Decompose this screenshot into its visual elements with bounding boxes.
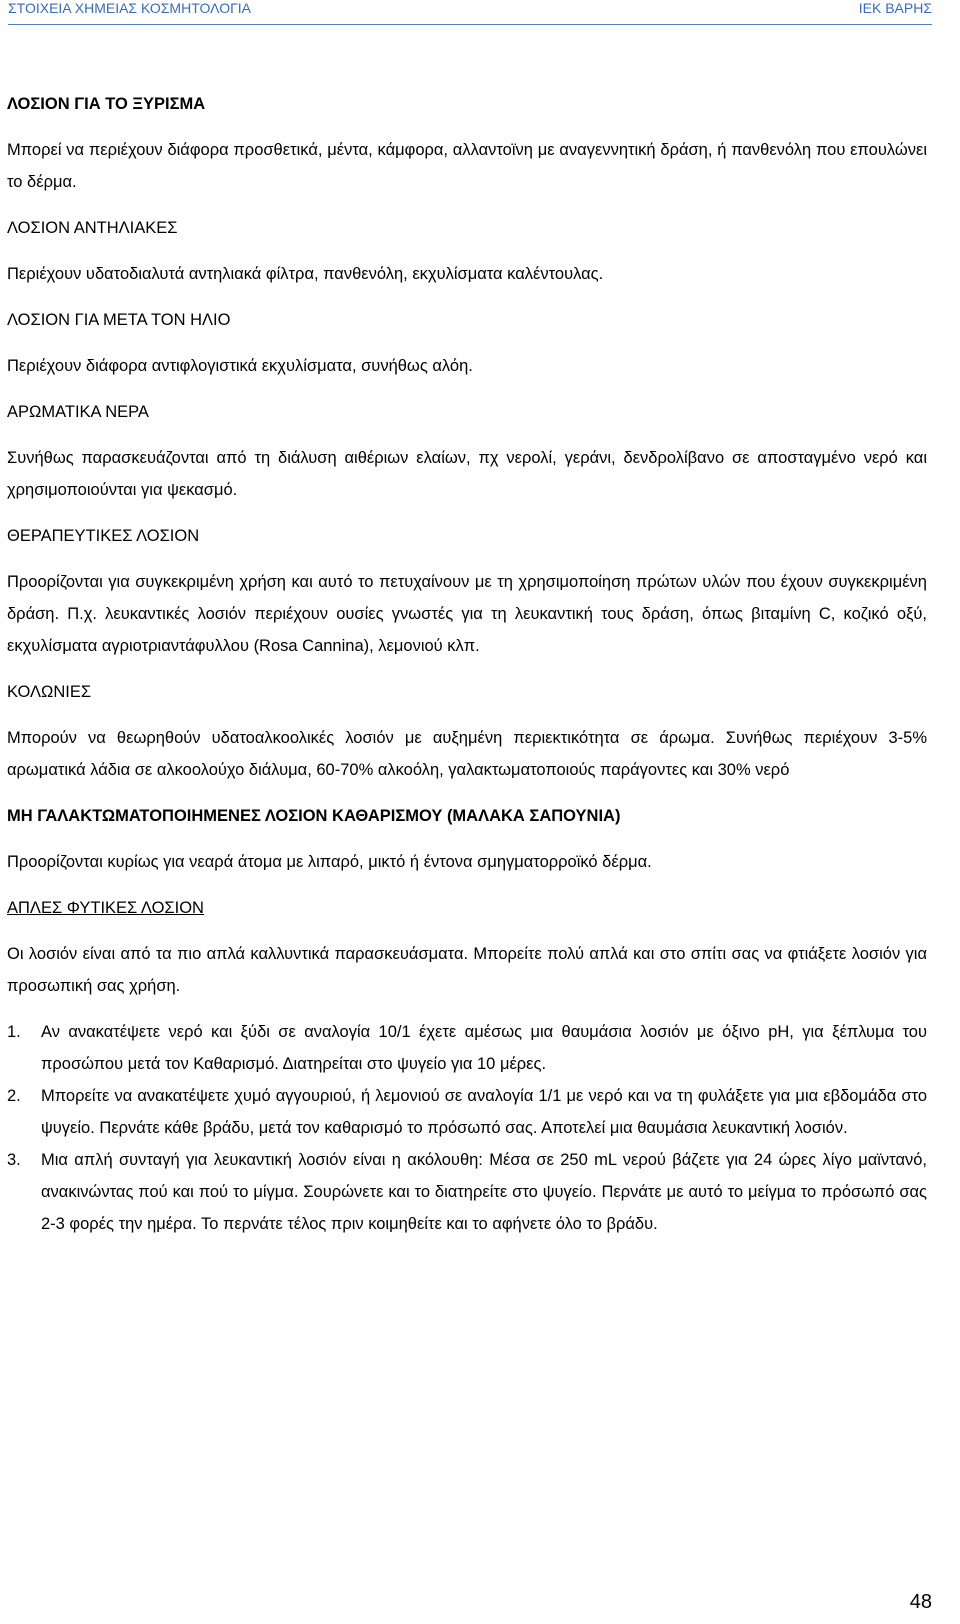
paragraph-therapeutic: Προορίζονται για συγκεκριμένη χρήση και αυτό το πετυχαίνουν με τη χρησιμοποίηση πρώτων υλών που έχουν συγκεκριμένη δράση. Π.χ. λευκαντικές λοσιόν περιέχουν ουσίες γνωστές για τη λευκαντική τους δράση, όπως βιταμίνη C, κοζικό οξύ, εκχυλίσματα αγριοτριαντάφυλλου (Rosa Cannina), λεμονιού κλπ. bbox=[7, 573, 927, 655]
list-number: 3. bbox=[7, 1151, 21, 1169]
list-item bbox=[7, 1080, 927, 1144]
paragraph-after-sun: Περιέχουν διάφορα αντιφλογιστικά εκχυλίσματα, συνήθως αλόη. bbox=[7, 357, 473, 375]
list-text: Μπορείτε να ανακατέψετε χυμό αγγουριού, ή λεμονιού σε αναλογία 1/1 με νερό και να τη φυλάξετε για μια εβδομάδα στο ψυγείο. Περνάτε κάθε βράδυ, μετά τον καθαρισμό το πρόσωπό σας. Αποτελεί μια θαυμάσια λευκαντική λοσιόν. bbox=[41, 1087, 927, 1137]
heading-sun: ΛΟΣΙΟΝ ΑΝΤΗΛΙΑΚΕΣ bbox=[7, 219, 178, 237]
heading-herbal: ΑΠΛΕΣ ΦΥΤΙΚΕΣ ΛΟΣΙΟΝ bbox=[7, 899, 204, 917]
recipe-list bbox=[7, 1016, 927, 1240]
header-institution: ΙΕΚ ΒΑΡΗΣ bbox=[858, 0, 932, 16]
list-text: Αν ανακατέψετε νερό και ξύδι σε αναλογία 10/1 έχετε αμέσως μια θαυμάσια λοσιόν με όξινο pH, για ξέπλυμα του προσώπου μετά τον Καθαρισμό. Διατηρείται στο ψυγείο για 10 μέρες. bbox=[41, 1023, 927, 1073]
header-title: ΣΤΟΙΧΕΙΑ ΧΗΜΕΙΑΣ ΚΟΣΜΗΤΟΛΟΓΙΑ bbox=[8, 0, 252, 16]
page-number: 48 bbox=[909, 1591, 932, 1613]
list-number: 1. bbox=[7, 1023, 21, 1041]
heading-aromatic: ΑΡΩΜΑΤΙΚΑ ΝΕΡΑ bbox=[7, 403, 149, 421]
list-item bbox=[7, 1016, 927, 1080]
list-item bbox=[7, 1144, 927, 1240]
list-number: 2. bbox=[7, 1087, 21, 1105]
heading-shaving: ΛΟΣΙΟΝ ΓΙΑ ΤΟ ΞΥΡΙΣΜΑ bbox=[7, 95, 206, 113]
list-text: Μια απλή συνταγή για λευκαντική λοσιόν είναι η ακόλουθη: Μέσα σε 250 mL νερού βάζετε για 24 ώρες λίγο μαϊντανό, ανακινώντας πού και πού το μίγμα. Σουρώνετε και το διατηρείτε στο ψυγείο. Περνάτε με αυτό το μείγμα το πρόσωπό σας 2-3 φορές την ημέρα. Το περνάτε τέλος πριν κοιμηθείτε και το αφήνετε όλο το βράδυ. bbox=[41, 1151, 927, 1233]
heading-cleansing: ΜΗ ΓΑΛΑΚΤΩΜΑΤΟΠΟΙΗΜΕΝΕΣ ΛΟΣΙΟΝ ΚΑΘΑΡΙΣΜΟΥ (ΜΑΛΑΚΑ ΣΑΠΟΥΝΙΑ) bbox=[7, 807, 621, 825]
paragraph-colognes: Μπορούν να θεωρηθούν υδατοαλκοολικές λοσιόν με αυξημένη περιεκτικότητα σε άρωμα. Συνήθως περιέχουν 3-5% αρωματικά λάδια σε αλκοολούχο διάλυμα, 60-70% αλκοόλη, γαλακτωματοποιούς παράγοντες και 30% νερό bbox=[7, 729, 927, 779]
paragraph-herbal: Οι λοσιόν είναι από τα πιο απλά καλλυντικά παρασκευάσματα. Μπορείτε πολύ απλά και στο σπίτι σας να φτιάξετε λοσιόν για προσωπική σας χρήση. bbox=[7, 945, 927, 995]
document-body bbox=[7, 88, 927, 1240]
heading-colognes: ΚΟΛΩΝΙΕΣ bbox=[7, 683, 92, 701]
heading-after-sun: ΛΟΣΙΟΝ ΓΙΑ ΜΕΤΑ ΤΟΝ ΗΛΙΟ bbox=[7, 311, 231, 329]
paragraph-aromatic: Συνήθως παρασκευάζονται από τη διάλυση αιθέριων ελαίων, πχ νερολί, γεράνι, δενδρολίβανο σε αποσταγμένο νερό και χρησιμοποιούνται για ψεκασμό. bbox=[7, 449, 927, 499]
paragraph-shaving: Μπορεί να περιέχουν διάφορα προσθετικά, μέντα, κάμφορα, αλλαντοϊνη με αναγεννητική δράση, ή πανθενόλη που επουλώνει το δέρμα. bbox=[7, 141, 927, 191]
paragraph-cleansing: Προορίζονται κυρίως για νεαρά άτομα με λιπαρό, μικτό ή έντονα σμηγματορροϊκό δέρμα. bbox=[7, 853, 652, 871]
page-header bbox=[8, 0, 932, 25]
paragraph-sun: Περιέχουν υδατοδιαλυτά αντηλιακά φίλτρα, πανθενόλη, εκχυλίσματα καλέντουλας. bbox=[7, 265, 604, 283]
heading-therapeutic: ΘΕΡΑΠΕΥΤΙΚΕΣ ΛΟΣΙΟΝ bbox=[7, 527, 200, 545]
